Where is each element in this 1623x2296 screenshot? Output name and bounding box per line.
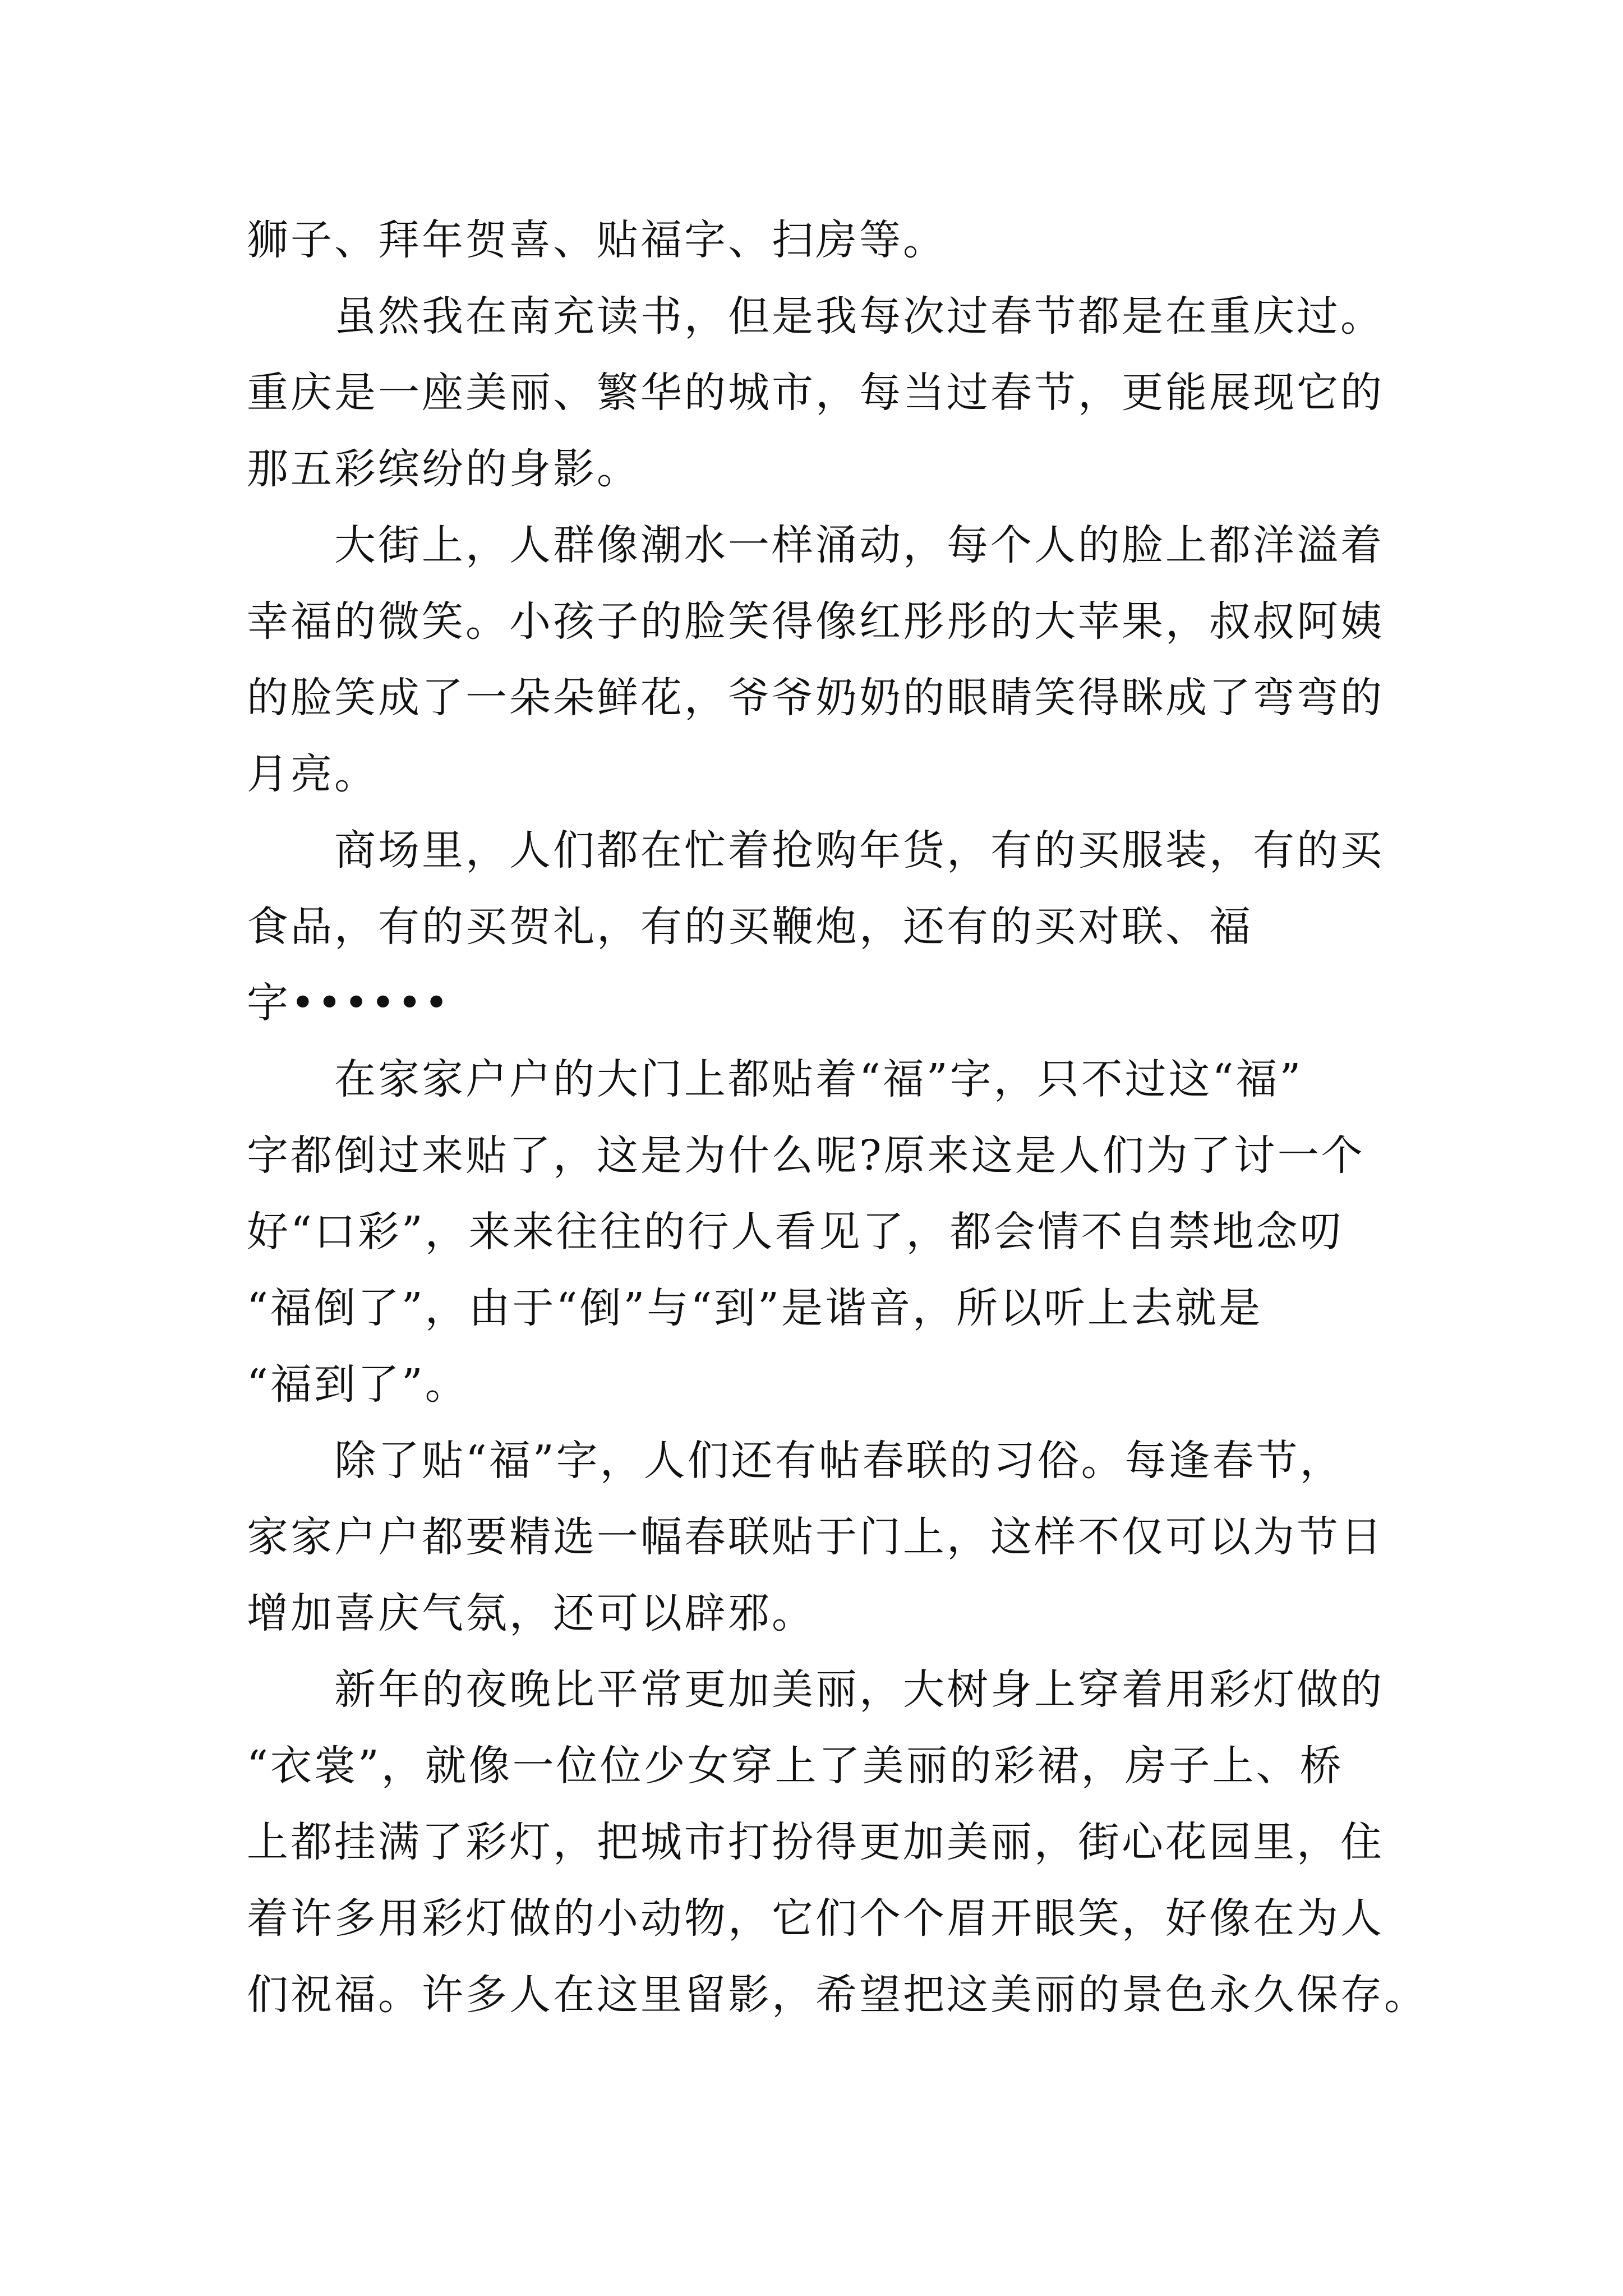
text-line: 家家户户都要精选一幅春联贴于门上，这样不仅可以为节日 <box>247 1513 1384 1561</box>
text-line: 着许多用彩灯做的小动物，它们个个眉开眼笑，好像在为人 <box>247 1894 1384 1943</box>
text-line: 字•••••• <box>247 979 451 1027</box>
text-line: 重庆是一座美丽、繁华的城市，每当过春节，更能展现它的 <box>247 369 1384 417</box>
text-line: 新年的夜晚比平常更加美丽，大树身上穿着用彩灯做的 <box>247 1665 1384 1714</box>
text-line: 们祝福。许多人在这里留影，希望把这美丽的景色永久保存。 <box>247 1971 1428 2019</box>
text-line: 上都挂满了彩灯，把城市打扮得更加美丽，街心花园里，住 <box>247 1818 1384 1866</box>
text-line: “福倒了”，由于“倒”与“到”是谐音，所以听上去就是 <box>247 1284 1262 1332</box>
text-line: 大街上，人群像潮水一样涌动，每个人的脸上都洋溢着 <box>247 521 1384 569</box>
text-line: 虽然我在南充读书，但是我每次过春节都是在重庆过。 <box>247 292 1384 341</box>
text-line: 幸福的微笑。小孩子的脸笑得像红彤彤的大苹果，叔叔阿姨 <box>247 597 1384 646</box>
text-line: 好“口彩”，来来往往的行人看见了，都会情不自禁地念叨 <box>247 1208 1344 1256</box>
text-line: 在家家户户的大门上都贴着“福”字，只不过这“福” <box>247 1055 1303 1103</box>
text-line: 商场里，人们都在忙着抢购年货，有的买服装，有的买 <box>247 826 1384 875</box>
text-line: “衣裳”，就像一位位少女穿上了美丽的彩裙，房子上、桥 <box>247 1742 1344 1790</box>
text-line: 字都倒过来贴了，这是为什么呢?原来这是人们为了讨一个 <box>247 1131 1365 1180</box>
body-text <box>247 202 1430 2033</box>
text-line: 那五彩缤纷的身影。 <box>247 445 640 493</box>
text-line: 的脸笑成了一朵朵鲜花，爷爷奶奶的眼睛笑得眯成了弯弯的 <box>247 674 1384 722</box>
text-line: 狮子、拜年贺喜、贴福字、扫房等。 <box>247 216 947 264</box>
text-line: 食品，有的买贺礼，有的买鞭炮，还有的买对联、福 <box>247 903 1253 951</box>
text-line: 除了贴“福”字，人们还有帖春联的习俗。每逢春节， <box>247 1437 1344 1485</box>
text-line: 增加喜庆气氛，还可以辟邪。 <box>247 1589 815 1637</box>
text-line: 月亮。 <box>247 750 378 798</box>
text-line: “福到了”。 <box>247 1360 469 1409</box>
